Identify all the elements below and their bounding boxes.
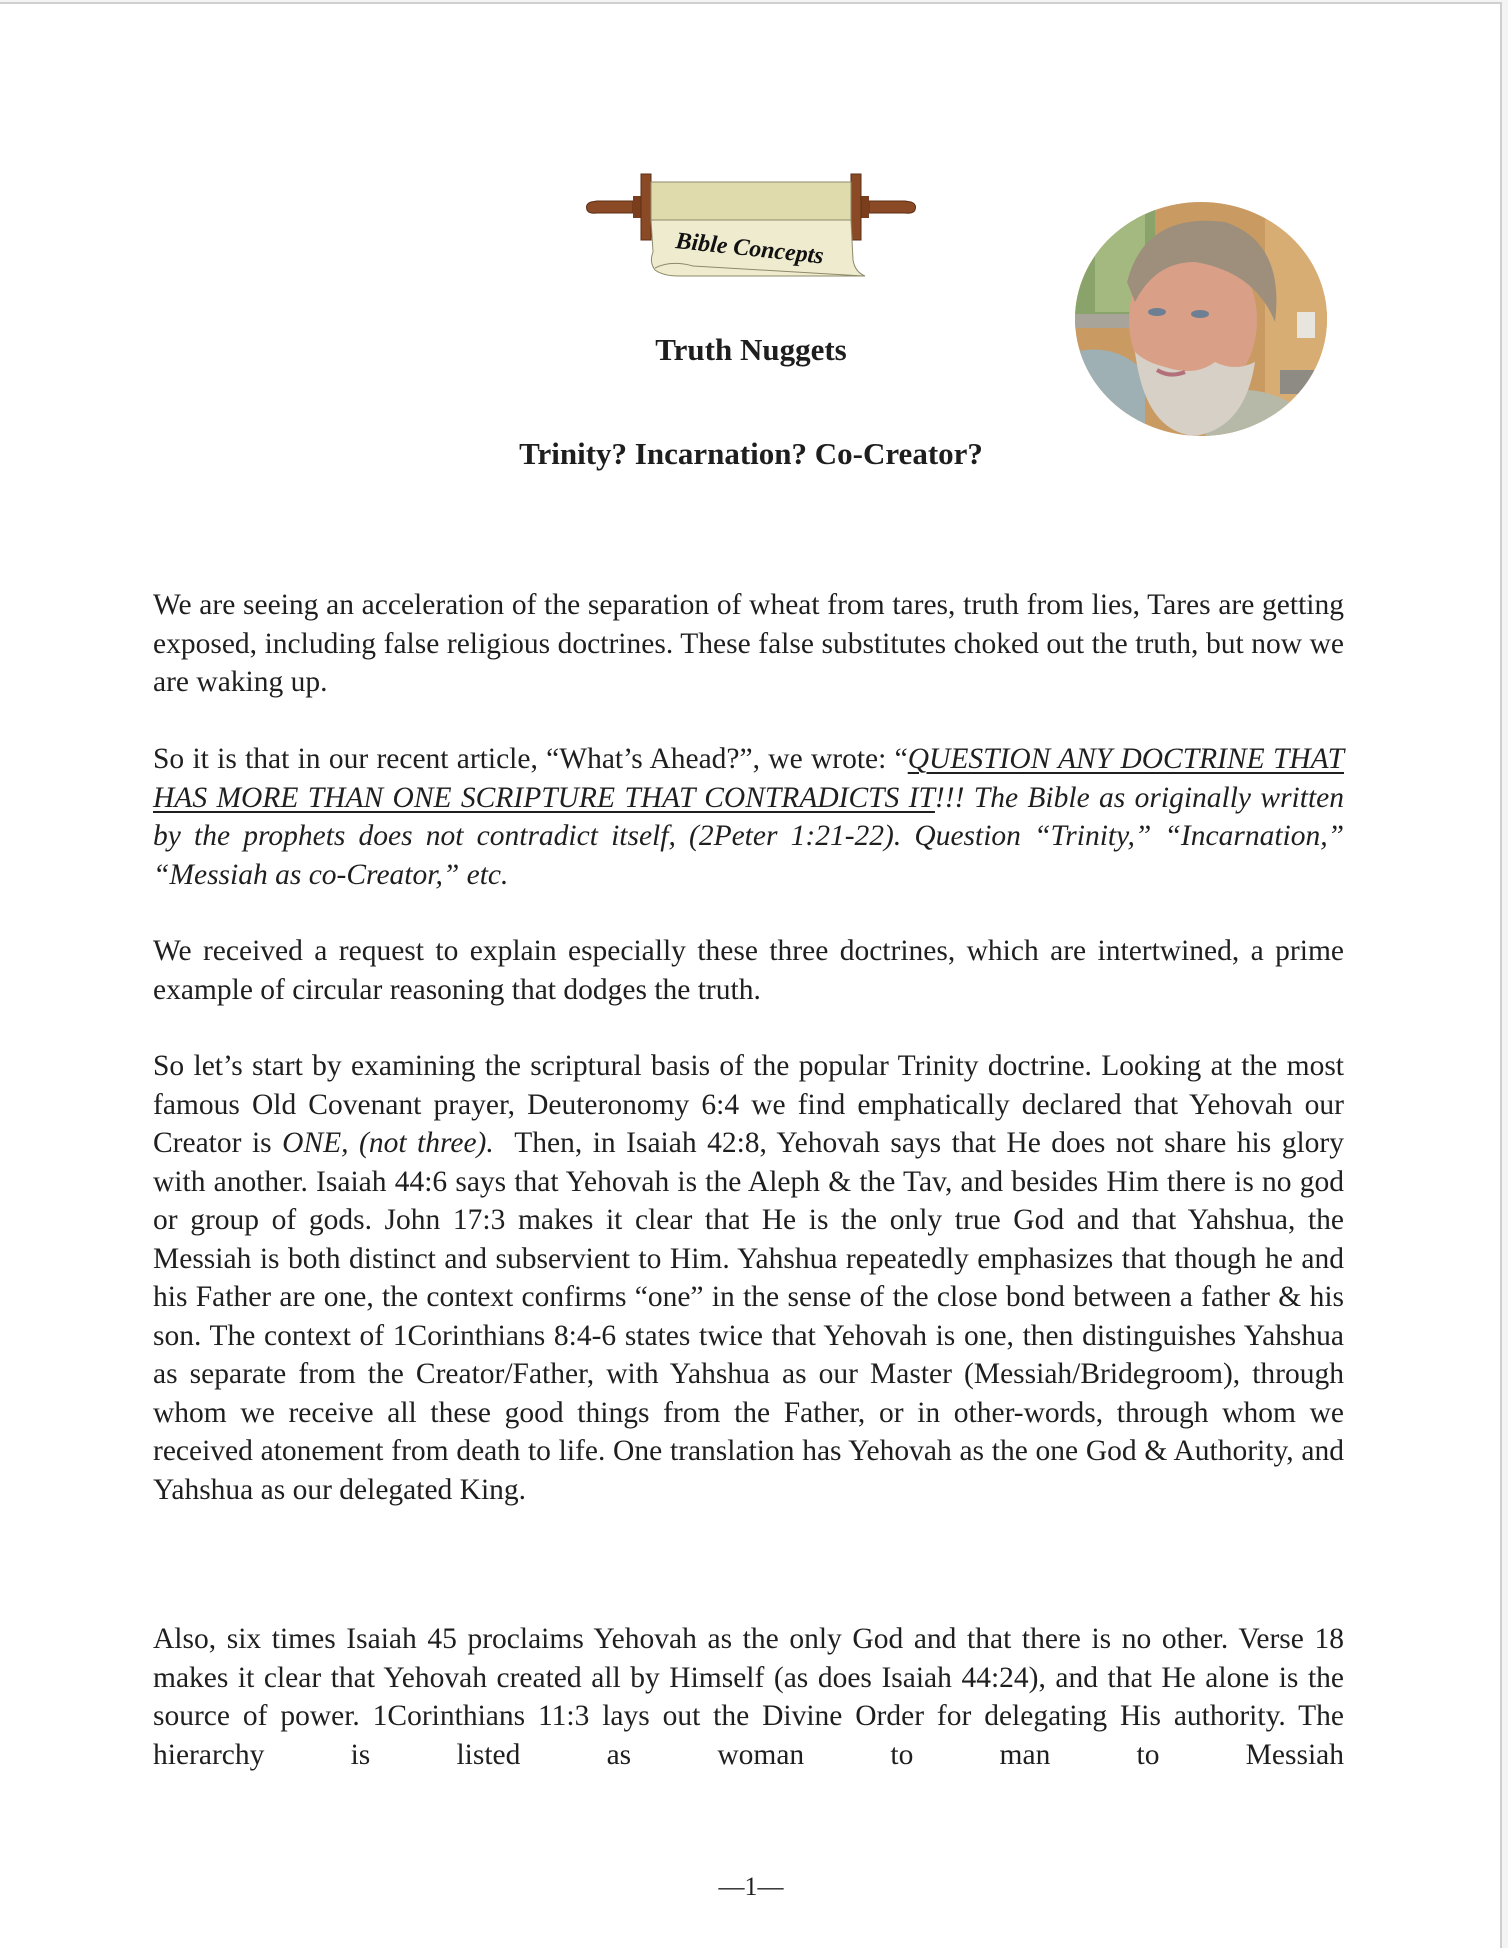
paragraph-question-doctrine: [153, 740, 1344, 894]
page-subtitle: Trinity? Incarnation? Co-Creator?: [519, 436, 983, 471]
page-number: —1—: [718, 1872, 784, 1901]
bible-concepts-logo: [583, 172, 919, 284]
svg-text:Bible Concepts: Bible Concepts: [674, 228, 825, 270]
page-title: Truth Nuggets: [655, 332, 847, 367]
exclamation-text: !!!: [934, 781, 974, 814]
paragraph-trinity-basis: [153, 1047, 1344, 1509]
paragraph-request: We received a request to explain especially these three doctrines, which are intertwined, a prime example of circular reasoning that dodges the truth.: [153, 935, 1344, 1006]
emphasis-not-three: (not three).: [359, 1127, 494, 1159]
scroll-icon: [583, 172, 919, 284]
paragraph-intro: We are seeing an acceleration of the separation of wheat from tares, truth from lies, Tares are getting exposed, including false religious doctrines. These false substitutes choked out the truth, but now we are waking up.: [153, 589, 1344, 698]
emphasis-one: ONE: [282, 1127, 342, 1159]
document-page: [0, 2, 1502, 1948]
author-portrait-image: [1075, 202, 1327, 436]
emphasized-quote: QUESTION ANY DOCTRINE THAT HAS MORE THAN ONE SCRIPTURE THAT CONTRADICTS IT: [153, 743, 1345, 814]
author-photo: [1075, 202, 1327, 436]
comma-text: ,: [341, 1127, 360, 1159]
paragraph-text-part: So let’s start by examining the scriptural basis of the popular Trinity doctrine. Looking at the most famous Old Covenant prayer, Deuteronomy 6:4 we find emphatically declared that Yehovah our Creator is: [153, 1050, 1344, 1159]
paragraph-lead-text: So it is that in our recent article, “What’s Ahead?”, we wrote: “: [153, 743, 908, 775]
paragraph-isaiah-45: Also, six times Isaiah 45 proclaims Yehovah as the only God and that there is no other. Verse 18 makes it clear that Yehovah created all by Himself (as does Isaiah 44:24), and that He alone is the source of power. 1Corinthians 11:3 lays out the Divine Order for delegating His authority. The hierarchy is listed as woman to man to Messiah: [153, 1623, 1344, 1771]
italic-quote-continuation: The Bible as originally written by the prophets does not contradict itself, (2Peter 1:21-22). Question “Trinity,” “Incarnation,” “Messiah as co-Creator,” etc.: [153, 781, 1344, 891]
paragraph-text-part: Then, in Isaiah 42:8, Yehovah says that He does not share his glory with another. Isaiah 44:6 says that Yehovah is the Aleph & the Tav, and besides Him there is no god or group of gods. John 17:3 makes it clear that He is the only true God and that Yahshua, the Messiah is both distinct and subservient to Him. Yahshua repeatedly emphasizes that though he and his Father are one, the context confirms “one” in the sense of the close bond between a father & his son. The context of 1Corinthians 8:4-6 states twice that Yehovah is one, then distinguishes Yahshua as separate from the Creator/Father, with Yahshua as our Master (Messiah/Bridegroom), through whom we receive all these good things from the Father, or in other-words, through whom we received atonement from death to life. One translation has Yehovah as the one God & Authority, and Yahshua as our delegated King.: [153, 1127, 1345, 1506]
